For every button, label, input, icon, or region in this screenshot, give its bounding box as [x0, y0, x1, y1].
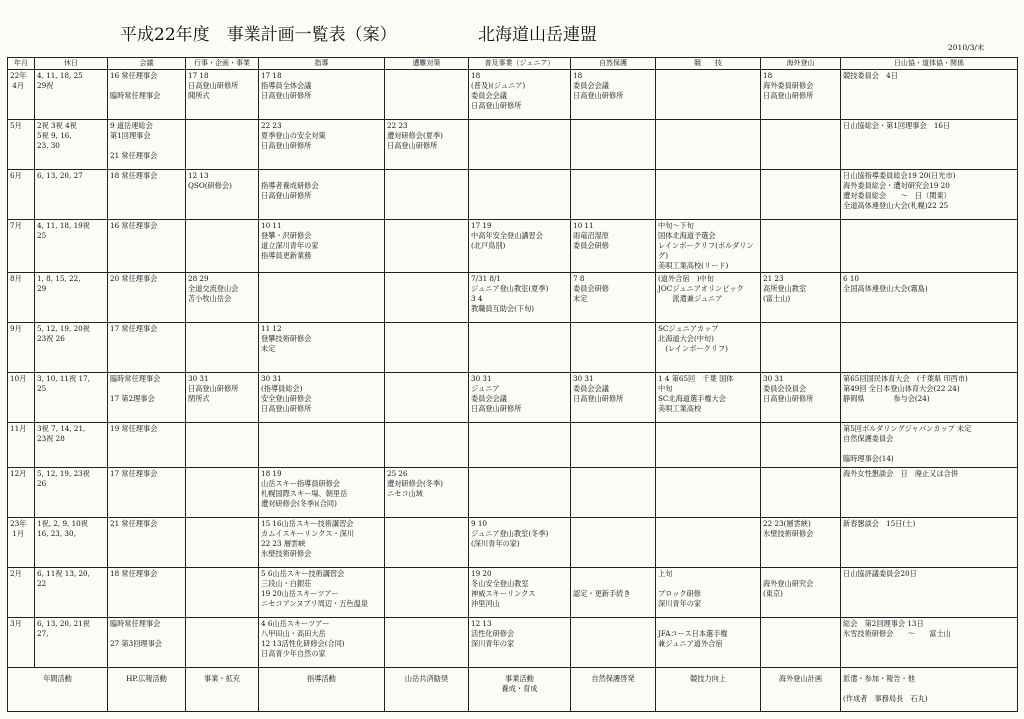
cell-holidays: 6, 13, 20, 21祝 27,	[35, 618, 108, 668]
cell-rescue	[385, 423, 469, 468]
cell-overseas	[761, 323, 841, 373]
cell-overseas	[761, 120, 841, 170]
header-month: 年月	[8, 58, 35, 70]
cell-events: 12 13 QSO(研修会)	[186, 170, 259, 220]
cell-month: 12月	[8, 468, 35, 518]
cell-meetings: 21 常任理事会	[108, 518, 186, 568]
cell-promotion: 19 20 冬山安全登山教室 神威スキーリンクス 沖里河山	[469, 568, 571, 618]
header-competition: 競 技	[656, 58, 761, 70]
header-promotion: 普及事業（ジュニア）	[469, 58, 571, 70]
cell-nature	[571, 468, 656, 518]
cell-instruction: 11 12 登攀技術研修会 未定	[259, 323, 385, 373]
table-row	[8, 70, 1018, 120]
cell-rescue	[385, 323, 469, 373]
cell-jma: 日山協指導委員総会19 20(日光市) 海外委員総会・遭対研究会19 20 遭対委員総会 〜 日（関東） 全道高体連登山大会(札幌)22 25	[841, 170, 1018, 220]
table-row	[8, 618, 1018, 668]
cell-meetings: 19 常任理事会	[108, 423, 186, 468]
cell-overseas	[761, 468, 841, 518]
cell-overseas	[761, 170, 841, 220]
cell-holidays: 5, 12, 19, 23祝 26	[35, 468, 108, 518]
cell-instruction: 17 18 指導員全体会議 日高登山研修所	[259, 70, 385, 120]
cell-competition: 1 4 第65回 千葉 国体 中旬 SC北海道選手権大会 美唄工業高校	[656, 373, 761, 423]
cell-holidays: 6, 13, 20, 27	[35, 170, 108, 220]
cell-jma: 競技委員会 4日	[841, 70, 1018, 120]
cell-month: 11月	[8, 423, 35, 468]
footer-cell: HP.広報活動	[108, 668, 186, 712]
cell-meetings: 17 常任理事会	[108, 468, 186, 518]
cell-events: 30 31 日高登山研修所 閉所式	[186, 373, 259, 423]
cell-month: 6月	[8, 170, 35, 220]
cell-instruction: 10 11 登攀・沢研修会 道立深川青年の家 指導員更新業務	[259, 220, 385, 273]
page-title-bar	[0, 20, 1024, 46]
cell-instruction: 30 31 (指導員総会) 安全登山研修会 日高登山研修所	[259, 373, 385, 423]
cell-jma: 第5回ボルダリングジャパンカップ 未定 自然保護委員会 臨時理事会(14)	[841, 423, 1018, 468]
cell-rescue: 25 26 遭対研修会(冬季) ニセコ山域	[385, 468, 469, 518]
cell-meetings: 17 常任理事会	[108, 323, 186, 373]
cell-meetings: 18 常任理事会	[108, 568, 186, 618]
cell-instruction	[259, 273, 385, 323]
cell-promotion	[469, 423, 571, 468]
table-row	[8, 373, 1018, 423]
cell-nature	[571, 423, 656, 468]
cell-competition	[656, 70, 761, 120]
page-title: 平成22年度 事業計画一覧表（案）	[120, 25, 397, 45]
cell-events	[186, 468, 259, 518]
cell-competition: SCジュニアカップ 北海道大会(中旬) (レインボークリフ)	[656, 323, 761, 373]
cell-promotion: 17 19 中高年安全登山講習会 (北戸鳥別)	[469, 220, 571, 273]
cell-month: 8月	[8, 273, 35, 323]
cell-meetings: 16 常任理事会 臨時常任理事会	[108, 70, 186, 120]
cell-instruction	[259, 423, 385, 468]
cell-events: 17 18 日高登山研修所 開所式	[186, 70, 259, 120]
cell-promotion	[469, 468, 571, 518]
cell-holidays: 3祝 7, 14, 21, 23祝 28	[35, 423, 108, 468]
cell-overseas: 22 23(層雲峡) 氷壁技術研修会	[761, 518, 841, 568]
cell-month: 9月	[8, 323, 35, 373]
footer-cell: 年間活動	[8, 668, 108, 712]
cell-overseas	[761, 220, 841, 273]
cell-jma	[841, 220, 1018, 273]
cell-overseas	[761, 423, 841, 468]
table-row	[8, 170, 1018, 220]
cell-month: 3月	[8, 618, 35, 668]
cell-nature: 30 31 委員会会議 日高登山研修所	[571, 373, 656, 423]
footer-cell: 派遣・参加・報告・他 (作成者 事務局長 石丸)	[841, 668, 1018, 712]
cell-events	[186, 120, 259, 170]
cell-instruction: 15 16山岳スキー技術講習会 カムイスキーリンクス・深川 22 23 層雲峡 氷壁技術研修会	[259, 518, 385, 568]
cell-meetings: 臨時常任理事会 27 第3回理事会	[108, 618, 186, 668]
cell-events	[186, 423, 259, 468]
cell-competition: (道外合宿 )中旬 JOCジュニアオリンピック 派遣兼ジュニア	[656, 273, 761, 323]
table-row	[8, 220, 1018, 273]
cell-jma: 海外女性懇談会 日 廃止又は合併	[841, 468, 1018, 518]
cell-overseas	[761, 618, 841, 668]
cell-holidays: 3, 10, 11祝 17, 25	[35, 373, 108, 423]
cell-month: 7月	[8, 220, 35, 273]
document-date: 2010/3/末	[948, 43, 985, 52]
footer-cell: 事業・拡充	[186, 668, 259, 712]
cell-month: 10月	[8, 373, 35, 423]
cell-overseas: 30 31 委員会役員会 日高登山研修所	[761, 373, 841, 423]
cell-events	[186, 220, 259, 273]
cell-month: 22年 4月	[8, 70, 35, 120]
cell-meetings: 臨時常任理事会 17 第2理事会	[108, 373, 186, 423]
cell-overseas: 18 海外委員研修会 日高登山研修所	[761, 70, 841, 120]
cell-promotion	[469, 323, 571, 373]
header-meetings: 会議	[108, 58, 186, 70]
cell-jma: 第65回国民体育大会 (千葉県 印西市) 第49回 全日本登山体育大会(22 24) 静岡県 参与会(24)	[841, 373, 1018, 423]
cell-jma: 6 10 全国高体連登山大会(霧島)	[841, 273, 1018, 323]
cell-nature: 18 委員会会議 日高登山研修所	[571, 70, 656, 120]
table-row	[8, 468, 1018, 518]
header-jma: 日山協・道体協・関係	[841, 58, 1018, 70]
header-holidays: 休日	[35, 58, 108, 70]
cell-holidays: 1, 8, 15, 22, 29	[35, 273, 108, 323]
cell-jma: 総会 第2回理事会 13日 氷雪技術研修会 〜 富士山	[841, 618, 1018, 668]
cell-meetings: 16 常任理事会	[108, 220, 186, 273]
cell-holidays: 4, 11, 18, 19祝 25	[35, 220, 108, 273]
cell-instruction: 指導者養成研修会 日高登山研修所	[259, 170, 385, 220]
cell-competition	[656, 120, 761, 170]
table-row	[8, 518, 1018, 568]
cell-holidays: 1祝, 2, 9, 10祝 16, 23, 30,	[35, 518, 108, 568]
cell-promotion: 30 31 ジュニア 委員会会議 日高登山研修所	[469, 373, 571, 423]
header-overseas: 海外登山	[761, 58, 841, 70]
cell-holidays: 6, 11祝 13, 20, 22	[35, 568, 108, 618]
cell-promotion: 12 13 活性化研修会 深川青年の家	[469, 618, 571, 668]
cell-promotion: 18 (普及)(ジュニア) 委員会会議 日高登山研修所	[469, 70, 571, 120]
table-body	[8, 70, 1018, 712]
cell-rescue: 22 23 遭対研修会(夏季) 日高登山研修所	[385, 120, 469, 170]
cell-events	[186, 518, 259, 568]
cell-month: 5月	[8, 120, 35, 170]
cell-jma: 日山協評議委員会20日	[841, 568, 1018, 618]
cell-competition: JFAコース日本選手権 兼ジュニア道外合宿	[656, 618, 761, 668]
cell-events	[186, 568, 259, 618]
cell-nature	[571, 323, 656, 373]
cell-overseas: 海外登山研究会 (東京)	[761, 568, 841, 618]
footer-cell: 海外登山計画	[761, 668, 841, 712]
cell-meetings: 9 道岳連総会 第1回理事会 21 常任理事会	[108, 120, 186, 170]
footer-cell: 事業活動 養成・育成	[469, 668, 571, 712]
cell-holidays: 5, 12, 19, 20祝 23祝 26	[35, 323, 108, 373]
cell-promotion: 7/31 8/1 ジュニア登山教室(夏季) 3 4 教職員互助会(下旬)	[469, 273, 571, 323]
cell-competition: 上旬 ブロック研修 深川青年の家	[656, 568, 761, 618]
header-rescue: 遭難対策	[385, 58, 469, 70]
footer-cell: 指導活動	[259, 668, 385, 712]
cell-nature	[571, 618, 656, 668]
table-row	[8, 120, 1018, 170]
cell-month: 23年 1月	[8, 518, 35, 568]
cell-instruction: 22 23 夏季登山の安全対策 日高登山研修所	[259, 120, 385, 170]
header-row	[8, 58, 1018, 70]
schedule-table	[7, 57, 1018, 712]
footer-cell: 競技力向上	[656, 668, 761, 712]
cell-competition	[656, 518, 761, 568]
cell-competition	[656, 170, 761, 220]
cell-meetings: 18 常任理事会	[108, 170, 186, 220]
cell-rescue	[385, 568, 469, 618]
cell-holidays: 2祝 3祝 4祝 5祝 9, 16, 23, 30	[35, 120, 108, 170]
table-row	[8, 568, 1018, 618]
cell-competition	[656, 423, 761, 468]
cell-nature: 認定・更新手続き	[571, 568, 656, 618]
cell-competition	[656, 468, 761, 518]
footer-cell: 自然保護啓発	[571, 668, 656, 712]
organization-name: 北海道山岳連盟	[478, 25, 597, 45]
cell-nature: 7 8 委員会研修 未定	[571, 273, 656, 323]
cell-month: 2月	[8, 568, 35, 618]
cell-rescue	[385, 618, 469, 668]
cell-events	[186, 323, 259, 373]
table-row	[8, 423, 1018, 468]
cell-promotion	[469, 170, 571, 220]
cell-holidays: 4, 11, 18, 25 29祝	[35, 70, 108, 120]
cell-jma: 新春懇談会 15日(土)	[841, 518, 1018, 568]
cell-nature	[571, 170, 656, 220]
cell-nature	[571, 518, 656, 568]
cell-rescue	[385, 70, 469, 120]
cell-nature: 10 11 雨竜沼湿原 委員会研修	[571, 220, 656, 273]
cell-rescue	[385, 273, 469, 323]
cell-jma	[841, 323, 1018, 373]
table-row	[8, 323, 1018, 373]
cell-instruction: 18 19 山岳スキー指導員研修会 札幌国際スキー場、朝里岳 遭対研修会(冬季)(合同)	[259, 468, 385, 518]
table-row	[8, 273, 1018, 323]
cell-instruction: 4 6山岳スキーツアー 八甲田山・高田大岳 12 13活性化研修会(合同) 日高青少年自然の家	[259, 618, 385, 668]
cell-jma: 日山協総会・第1回理事会 16日	[841, 120, 1018, 170]
cell-meetings: 20 常任理事会	[108, 273, 186, 323]
footer-row	[8, 668, 1018, 712]
cell-promotion	[469, 120, 571, 170]
header-nature: 自然保護	[571, 58, 656, 70]
cell-rescue	[385, 220, 469, 273]
cell-overseas: 21 23 高所登山教室 (富士山)	[761, 273, 841, 323]
cell-rescue	[385, 170, 469, 220]
cell-instruction: 5 6山岳スキー技術講習会 三段山・白銀荘 19 20山岳スキーツアー ニセコアンヌプリ周辺・五色温泉	[259, 568, 385, 618]
cell-rescue	[385, 518, 469, 568]
cell-competition: 中旬〜下旬 国体北海道予選会 レインボークリフ(ボルダリング) 美唄工業高校(リード)	[656, 220, 761, 273]
cell-events	[186, 618, 259, 668]
cell-promotion: 9 10 ジュニア登山教室(冬季) (深川青年の家)	[469, 518, 571, 568]
header-events: 行事・企画・事業	[186, 58, 259, 70]
cell-nature	[571, 120, 656, 170]
header-instruction: 指導	[259, 58, 385, 70]
cell-events: 28 29 全道交流登山会 苫小牧山岳会	[186, 273, 259, 323]
cell-rescue	[385, 373, 469, 423]
footer-cell: 山岳共済勧奨	[385, 668, 469, 712]
